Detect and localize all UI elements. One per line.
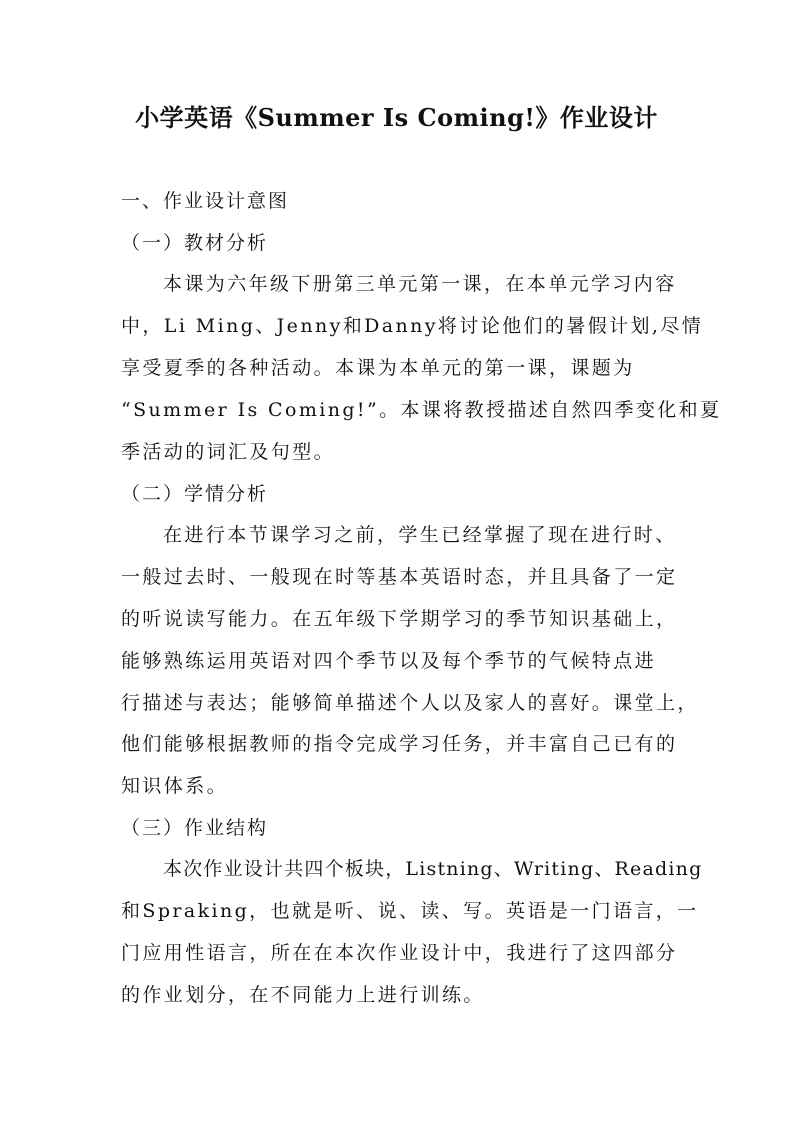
paragraph-line: 中，Li Ming、Jenny和Danny将讨论他们的暑假计划,尽情 bbox=[121, 315, 704, 337]
paragraph-line: 他们能够根据教师的指令完成学习任务，并丰富自己已有的 bbox=[121, 733, 678, 755]
paragraph-line: 的作业划分，在不同能力上进行训练。 bbox=[121, 984, 485, 1006]
subsection-heading-homework-structure: （三）作业结构 bbox=[121, 817, 269, 839]
paragraph-line: 一般过去时、一般现在时等基本英语时态，并且具备了一定 bbox=[121, 566, 678, 588]
paragraph-line: “Summer Is Coming!”。本课将教授描述自然四季变化和夏 bbox=[121, 399, 722, 421]
paragraph-line: 行描述与表达；能够简单描述个人以及家人的喜好。课堂上， bbox=[121, 692, 699, 714]
subsection-heading-textbook-analysis: （一）教材分析 bbox=[121, 232, 269, 254]
paragraph-line: 享受夏季的各种活动。本课为本单元的第一课，课题为 bbox=[121, 357, 635, 379]
paragraph-line: 的听说读写能力。在五年级下学期学习的季节知识基础上， bbox=[121, 608, 678, 630]
paragraph-line: 和Spraking，也就是听、说、读、写。英语是一门语言，一 bbox=[121, 900, 699, 922]
paragraph-line: 本次作业设计共四个板块，Listning、Writing、Reading bbox=[163, 858, 703, 880]
paragraph-line: 门应用性语言，所在在本次作业设计中，我进行了这四部分 bbox=[121, 942, 678, 964]
document-title: 小学英语《Summer Is Coming!》作业设计 bbox=[135, 103, 658, 132]
paragraph-line: 能够熟练运用英语对四个季节以及每个季节的气候特点进 bbox=[121, 650, 657, 672]
section-heading-intent: 一、作业设计意图 bbox=[121, 190, 290, 212]
paragraph-line: 本课为六年级下册第三单元第一课，在本单元学习内容 bbox=[163, 273, 677, 295]
subsection-heading-learner-analysis: （二）学情分析 bbox=[121, 483, 269, 505]
paragraph-line: 在进行本节课学习之前，学生已经掌握了现在进行时、 bbox=[163, 524, 677, 546]
paragraph-line: 知识体系。 bbox=[121, 775, 229, 797]
paragraph-line: 季活动的词汇及句型。 bbox=[121, 441, 336, 463]
